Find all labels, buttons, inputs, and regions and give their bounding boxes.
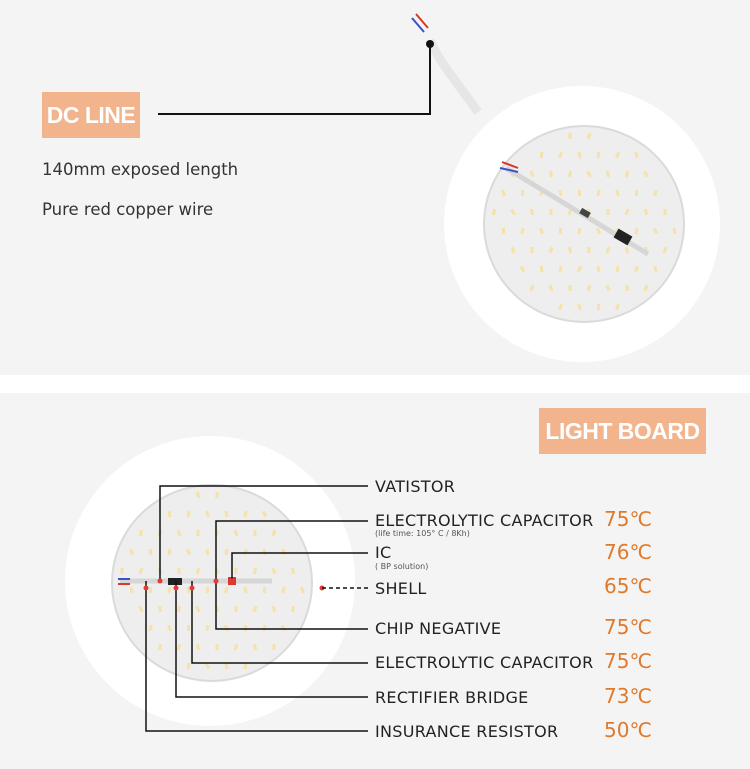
led-chip [234,568,238,574]
lamp-inner [484,126,684,322]
led-chip [597,152,601,158]
led-chip [282,549,286,555]
label-ic: IC [375,543,392,562]
led-chip [121,568,124,574]
led-chip [291,606,295,612]
temp-shell: 65℃ [604,574,652,598]
temp-electrolytic-1: 75℃ [604,507,652,531]
led-chip [139,530,143,536]
dot-rectifier [174,586,179,591]
led-chip [578,190,581,196]
led-chip [502,228,505,234]
dot-insurance [144,586,149,591]
sub-electrolytic-lifetime: (life time: 105° C / 8Kh) [375,529,470,538]
dc-leader-dot [426,40,434,48]
driver-chip-bottom [168,578,182,585]
label-chip-negative: CHIP NEGATIVE [375,619,502,638]
led-chip [263,587,266,593]
led-chip [215,644,218,650]
cable [430,40,478,112]
label-electrolytic-capacitor-1: ELECTROLYTIC CAPACITOR [375,511,594,530]
light-board-badge: LIGHT BOARD [539,408,706,454]
led-chip [158,644,162,650]
dc-leader-line [158,44,430,114]
led-chip [530,247,533,253]
label-shell: SHELL [375,579,427,598]
led-chip [244,625,248,631]
led-chip [196,530,199,536]
dot-electrolytic-2 [190,586,195,591]
dot-electrolytic-1 [214,579,219,584]
led-chip [606,209,610,215]
led-chip [635,190,638,196]
label-vatistor: VATISTOR [375,477,456,496]
led-chip [549,171,553,177]
led-chip [168,511,171,517]
led-chip [597,304,600,310]
dc-line-panel [0,0,750,375]
led-chip [187,625,190,631]
dot-vatistor [158,579,163,584]
led-chip [225,511,229,517]
temp-chip-negative: 75℃ [604,615,652,639]
temp-rectifier-bridge: 73℃ [604,684,652,708]
led-chip [273,644,276,650]
led-chip [587,247,590,253]
led-chip [206,587,209,593]
led-chip [568,285,571,291]
led-chip [149,587,153,593]
light-board-panel [0,393,750,769]
dc-line-badge: DC LINE [42,92,140,138]
sub-ic-solution: ( BP solution) [375,562,429,571]
temp-ic: 76℃ [604,540,652,564]
copper-wire-text: Pure red copper wire [42,200,214,219]
led-chip [559,228,562,234]
led-chip [569,133,572,139]
temp-insurance-resistor: 50℃ [604,718,652,742]
label-rectifier-bridge: RECTIFIER BRIDGE [375,688,529,707]
temp-electrolytic-2: 75℃ [604,649,652,673]
led-chip [253,530,256,536]
downlight-top-illustration [0,0,750,375]
dot-ic [230,579,235,584]
exposed-length-text: 140mm exposed length [42,160,239,179]
label-electrolytic-capacitor-2: ELECTROLYTIC CAPACITOR [375,653,594,672]
led-chip [521,190,524,196]
led-chip [663,209,666,215]
led-chip [177,568,180,574]
label-insurance-resistor: INSURANCE RESISTOR [375,722,559,741]
